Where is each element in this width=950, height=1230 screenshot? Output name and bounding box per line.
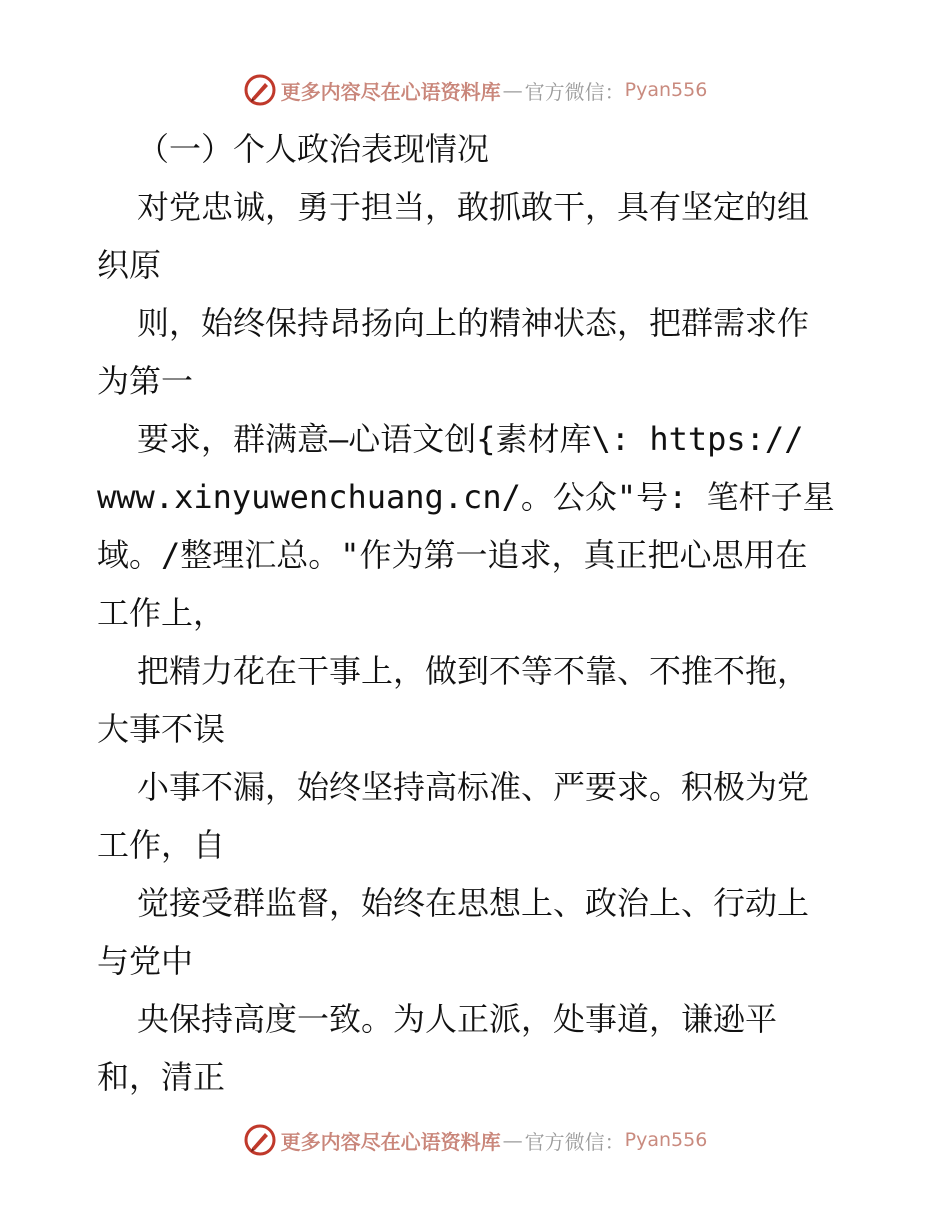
paragraph-line: 织原 <box>97 246 162 284</box>
banner-separator: — <box>502 78 523 102</box>
paragraph-line: 域。/整理汇总。"作为第一追求，真正把心思用在 <box>97 536 808 574</box>
header-banner <box>0 70 950 110</box>
footer-banner <box>0 1120 950 1160</box>
banner-contact-label: 官方微信： <box>524 79 625 104</box>
paragraph-line: 要求，群满意—心语文创{素材库\: https:// <box>137 420 804 458</box>
paragraph-line: 工作，自 <box>97 826 226 864</box>
paragraph-line: 对党忠诚，勇于担当，敢抓敢干，具有坚定的组 <box>137 188 810 226</box>
paragraph-line: 大事不误 <box>97 710 226 748</box>
pen-logo-icon <box>243 73 277 107</box>
paragraph-line: 和，清正 <box>97 1058 226 1096</box>
paragraph-line: 与党中 <box>97 942 194 980</box>
pen-logo-icon <box>243 1123 277 1157</box>
banner-slogan: 更多内容尽在心语资料库 <box>280 1129 501 1154</box>
banner-contact-label: 官方微信： <box>524 1129 625 1154</box>
paragraph-line: www.xinyuwenchuang.cn/。公众"号: 笔杆子星 <box>97 478 835 516</box>
banner-wechat-handle: Pyan556 <box>624 79 708 101</box>
banner-wechat-handle: Pyan556 <box>624 1129 708 1151</box>
paragraph-line: 觉接受群监督，始终在思想上、政治上、行动上 <box>137 884 810 922</box>
paragraph-line: 为第一 <box>97 362 194 400</box>
section-heading: （一）个人政治表现情况 <box>137 130 490 168</box>
paragraph-line: 小事不漏，始终坚持高标准、严要求。积极为党 <box>137 768 810 806</box>
banner-separator: — <box>502 1128 523 1152</box>
paragraph-line: 央保持高度一致。为人正派，处事道，谦逊平 <box>137 1000 778 1038</box>
paragraph-line: 工作上， <box>97 594 226 632</box>
banner-slogan: 更多内容尽在心语资料库 <box>280 79 501 104</box>
paragraph-line: 把精力花在干事上，做到不等不靠、不推不拖， <box>137 652 810 690</box>
paragraph-line: 则，始终保持昂扬向上的精神状态，把群需求作 <box>137 304 810 342</box>
document-body <box>97 120 857 1106</box>
